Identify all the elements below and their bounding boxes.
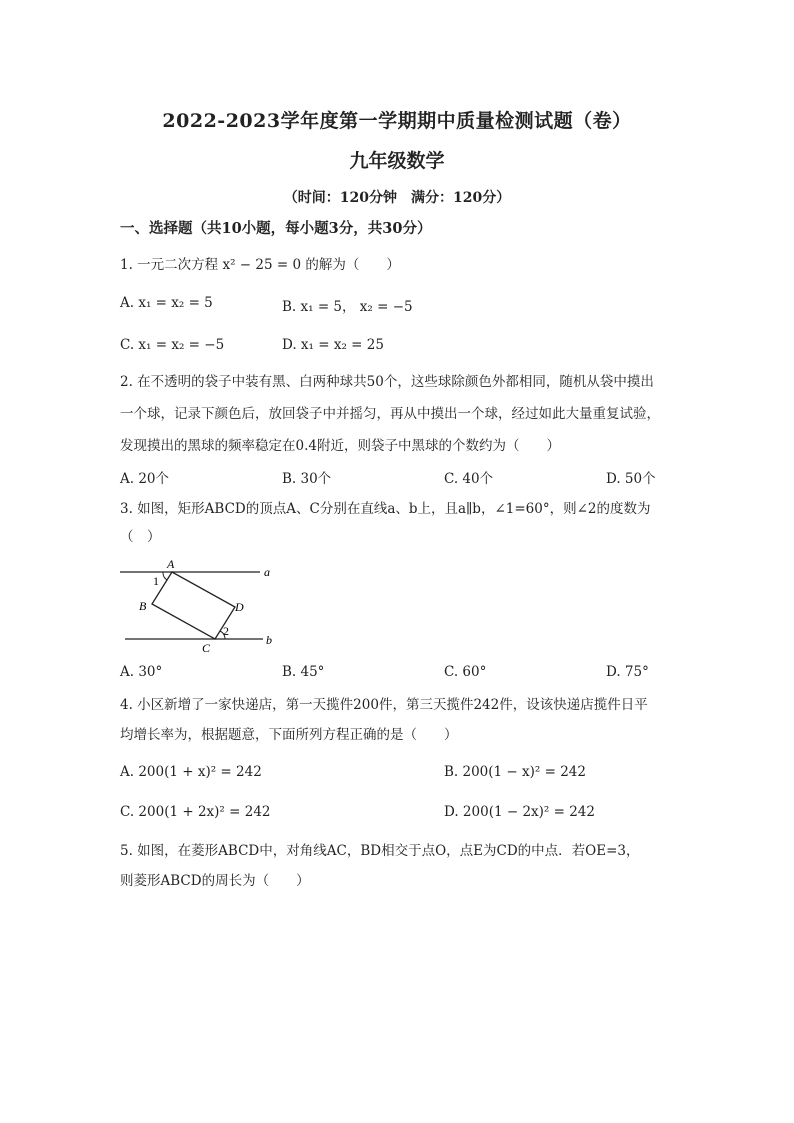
question-1-option-b: B. x₁ = 5， x₂ = −5 [282, 299, 413, 315]
question-2-line-3: 发现摸出的黑球的频率稳定在0.4附近，则袋子中黑球的个数约为（ ） [120, 438, 560, 454]
label-line-a: a [264, 565, 270, 579]
label-b-point: B [139, 599, 147, 613]
label-angle-2: 2 [223, 624, 229, 638]
question-4-option-b: B. 200(1 − x)² = 242 [444, 764, 586, 780]
label-angle-1: 1 [153, 574, 159, 588]
exam-title: 2022-2023学年度第一学期期中质量检测试题（卷） [162, 110, 632, 132]
question-5-line-2: 则菱形ABCD的周长为（ ） [120, 873, 310, 889]
question-4-option-a: A. 200(1 + x)² = 242 [120, 764, 262, 780]
question-2-line-2: 一个球，记录下颜色后，放回袋子中并摇匀，再从中摸出一个球，经过如此大量重复试验， [120, 406, 660, 422]
question-1-option-d: D. x₁ = x₂ = 25 [282, 337, 384, 353]
question-3-option-d: D. 75° [606, 664, 649, 680]
question-2-option-a: A. 20个 [120, 471, 170, 487]
question-3-option-b: B. 45° [282, 664, 325, 680]
label-c-point: C [202, 641, 211, 655]
question-2-line-1: 2. 在不透明的袋子中装有黑、白两种球共50个，这些球除颜色外都相同，随机从袋中摸出 [120, 374, 654, 390]
rectangle-parallel-lines-figure [115, 555, 285, 655]
question-4-line-2: 均增长率为，根据题意，下面所列方程正确的是（ ） [120, 727, 458, 743]
question-3-option-c: C. 60° [444, 664, 487, 680]
angle-1-arc [163, 572, 167, 580]
question-4-option-c: C. 200(1 + 2x)² = 242 [120, 804, 271, 820]
label-d-point: D [235, 600, 244, 614]
question-2-option-b: B. 30个 [282, 471, 332, 487]
question-4-option-d: D. 200(1 − 2x)² = 242 [444, 804, 595, 820]
question-3-option-a: A. 30° [120, 664, 163, 680]
label-line-b: b [266, 633, 272, 647]
label-a-point: A [167, 557, 175, 571]
question-5-line-1: 5. 如图，在菱形ABCD中，对角线AC，BD相交于点O，点E为CD的中点．若OE=3， [120, 843, 640, 859]
question-2-option-d: D. 50个 [606, 471, 656, 487]
question-3-line-1: 3. 如图，矩形ABCD的顶点A、C分别在直线a、b上，且a∥b，∠1=60°，则∠2的度数为 [120, 501, 651, 517]
question-4-line-1: 4. 小区新增了一家快递店，第一天揽件200件，第三天揽件242件，设该快递店揽件日平 [120, 697, 648, 713]
exam-subtitle: 九年级数学 [349, 150, 445, 172]
exam-meta: （时间：120分钟 满分：120分） [283, 190, 511, 206]
question-1-option-a: A. x₁ = x₂ = 5 [120, 295, 213, 311]
question-3-line-2: （ ） [120, 529, 161, 545]
section-title: 一、选择题（共10小题，每小题3分，共30分） [120, 220, 432, 237]
question-1-option-c: C. x₁ = x₂ = −5 [120, 337, 225, 353]
question-2-option-c: C. 40个 [444, 471, 494, 487]
question-1-stem: 1. 一元二次方程 x² − 25 = 0 的解为（ ） [120, 257, 400, 273]
